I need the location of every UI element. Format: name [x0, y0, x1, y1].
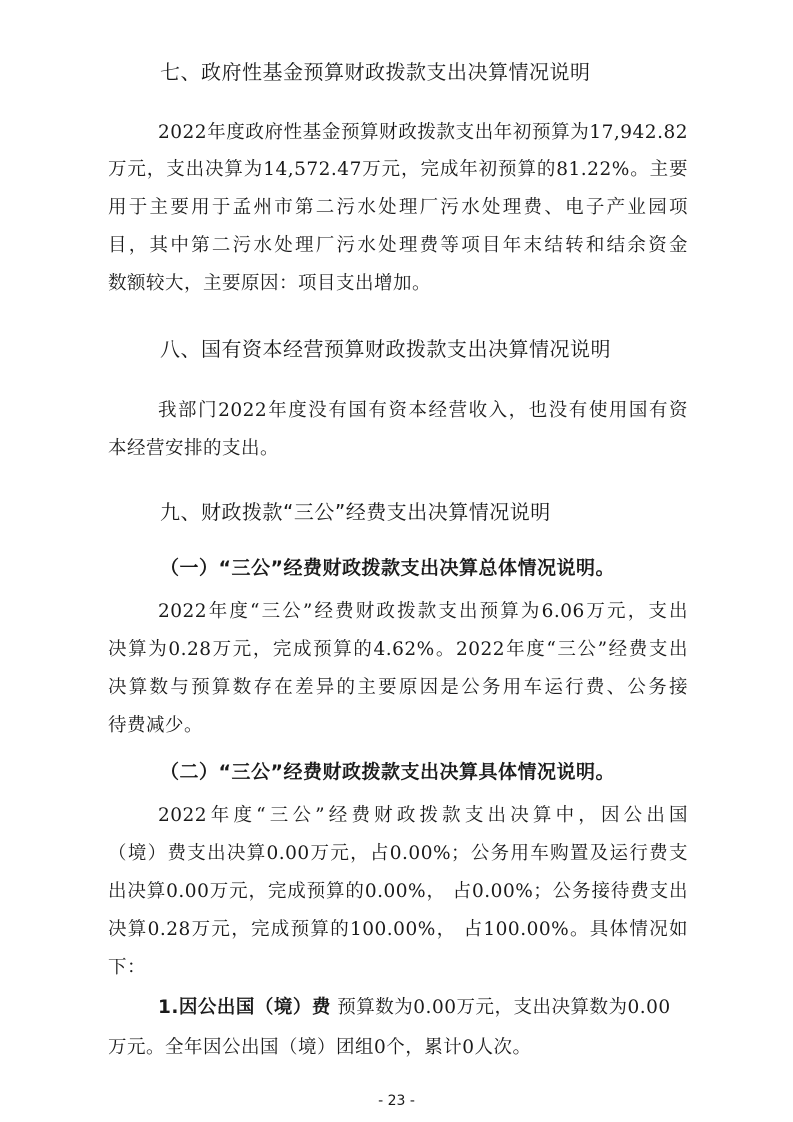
section-9-sub-1-heading: （一）“三公”经费财政拨款支出决算总体情况说明。	[160, 557, 615, 579]
section-8-line-2: 本经营安排的支出。	[108, 438, 280, 459]
section-9-heading: 九、财政拨款“三公”经费支出决算情况说明	[160, 500, 551, 524]
section-7-line-4: 目，其中第二污水处理厂污水处理费等项目年末结转和结余资金	[108, 235, 688, 256]
section-9-sub-2-line-1: 2022年度“三公”经费财政拨款支出决算中，因公出国	[158, 805, 688, 826]
section-7-line-1: 2022年度政府性基金预算财政拨款支出年初预算为17,942.82	[158, 122, 688, 143]
section-7-heading: 七、政府性基金预算财政拨款支出决算情况说明	[160, 60, 591, 84]
item-1-line-2: 万元。全年因公出国（境）团组0个，累计0人次。	[108, 1037, 532, 1058]
item-1-paragraph	[158, 993, 671, 1019]
section-9-sub-1-line-4: 待费减少。	[108, 715, 204, 736]
section-7-line-3: 用于主要用于孟州市第二污水处理厂污水处理费、电子产业园项	[108, 197, 688, 218]
section-7-line-2: 万元，支出决算为14,572.47万元，完成年初预算的81.22%。主要	[108, 159, 688, 180]
page-number: - 23 -	[378, 1093, 415, 1109]
section-9-sub-2-heading: （二）“三公”经费财政拨款支出决算具体情况说明。	[160, 761, 615, 783]
section-8-heading: 八、国有资本经营预算财政拨款支出决算情况说明	[160, 337, 611, 361]
section-9-sub-1-line-2: 决算为0.28万元，完成预算的4.62%。2022年度“三公”经费支出	[108, 639, 688, 660]
section-9-sub-1-line-1: 2022年度“三公”经费财政拨款支出预算为6.06万元，支出	[158, 601, 688, 622]
section-8-line-1: 我部门2022年度没有国有资本经营收入，也没有使用国有资	[158, 400, 688, 421]
item-1-line-1: 预算数为0.00万元，支出决算数为0.00	[330, 997, 671, 1018]
section-9-sub-2-line-3: 出决算0.00万元，完成预算的0.00%， 占0.00%；公务接待费支出	[108, 881, 688, 902]
section-9-sub-2-line-4: 决算0.28万元，完成预算的100.00%， 占100.00%。具体情况如	[108, 919, 688, 940]
section-9-sub-1-line-3: 决算数与预算数存在差异的主要原因是公务用车运行费、公务接	[108, 677, 688, 698]
section-7-line-5: 数额较大，主要原因：项目支出增加。	[108, 273, 432, 294]
section-9-sub-2-line-5: 下：	[108, 957, 147, 978]
section-9-sub-2-line-2: （境）费支出决算0.00万元，占0.00%；公务用车购置及运行费支	[108, 843, 688, 864]
item-1-label: 1.因公出国（境）费	[158, 997, 331, 1018]
